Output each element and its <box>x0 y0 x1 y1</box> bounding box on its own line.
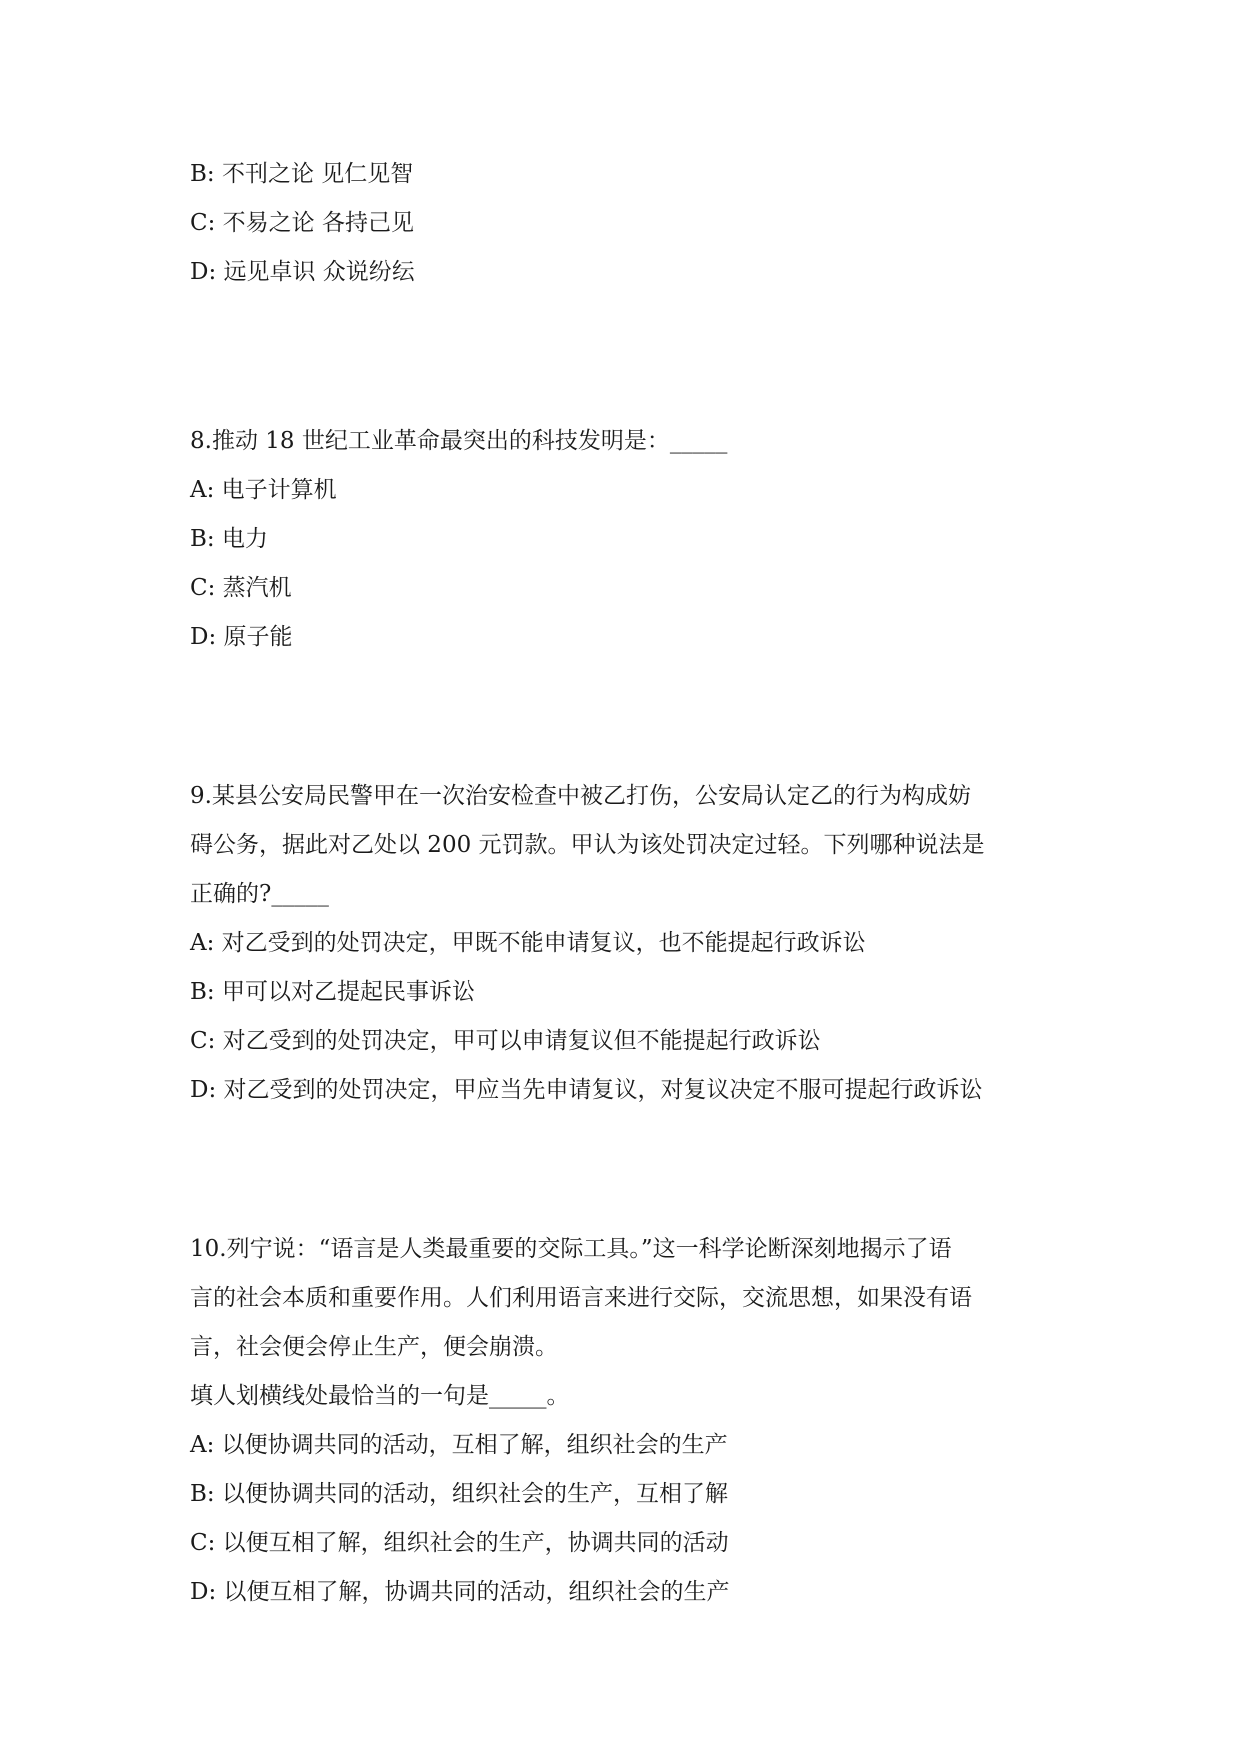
option-c: C: 以便互相了解，组织社会的生产，协调共同的活动 <box>190 1530 729 1556</box>
option-d: D: 远见卓识 众说纷纭 <box>190 259 415 285</box>
question-stem-line: 填人划横线处最恰当的一句是_____。 <box>190 1383 570 1409</box>
option-b: B: 甲可以对乙提起民事诉讼 <box>190 979 475 1005</box>
option-a: A: 对乙受到的处罚决定，甲既不能申请复议，也不能提起行政诉讼 <box>190 930 866 956</box>
question-8 <box>190 417 1070 662</box>
option-b: B: 不刊之论 见仁见智 <box>190 161 414 187</box>
question-stem-line: 言，社会便会停止生产，便会崩溃。 <box>190 1334 558 1360</box>
spacer <box>190 297 1070 417</box>
option-d: D: 对乙受到的处罚决定，甲应当先申请复议，对复议决定不服可提起行政诉讼 <box>190 1077 983 1103</box>
option-c: C: 对乙受到的处罚决定，甲可以申请复议但不能提起行政诉讼 <box>190 1028 821 1054</box>
question-stem-line: 9.某县公安局民警甲在一次治安检查中被乙打伤，公安局认定乙的行为构成妨 <box>190 783 971 809</box>
question-9 <box>190 772 1070 1115</box>
question-stem-line: 正确的?_____ <box>190 881 329 907</box>
question-stem-line: 10.列宁说：“语言是人类最重要的交际工具。”这一科学论断深刻地揭示了语 <box>190 1236 952 1262</box>
question-10 <box>190 1225 1070 1617</box>
question-stem-line: 言的社会本质和重要作用。人们利用语言来进行交际，交流思想，如果没有语 <box>190 1285 972 1311</box>
spacer <box>190 662 1070 772</box>
option-a: A: 以便协调共同的活动，互相了解，组织社会的生产 <box>190 1432 728 1458</box>
option-d: D: 原子能 <box>190 624 293 650</box>
option-a: A: 电子计算机 <box>190 477 337 503</box>
question-stem: 8.推动 18 世纪工业革命最突出的科技发明是：_____ <box>190 428 728 454</box>
option-d: D: 以便互相了解，协调共同的活动，组织社会的生产 <box>190 1579 730 1605</box>
option-c: C: 不易之论 各持己见 <box>190 210 414 236</box>
option-b: B: 以便协调共同的活动，组织社会的生产，互相了解 <box>190 1481 728 1507</box>
question-stem-line: 碍公务，据此对乙处以 200 元罚款。甲认为该处罚决定过轻。下列哪种说法是 <box>190 832 985 858</box>
option-b: B: 电力 <box>190 526 268 552</box>
page-content <box>190 150 1070 1617</box>
spacer <box>190 1115 1070 1225</box>
option-c: C: 蒸汽机 <box>190 575 292 601</box>
prev-question-options <box>190 150 1070 297</box>
